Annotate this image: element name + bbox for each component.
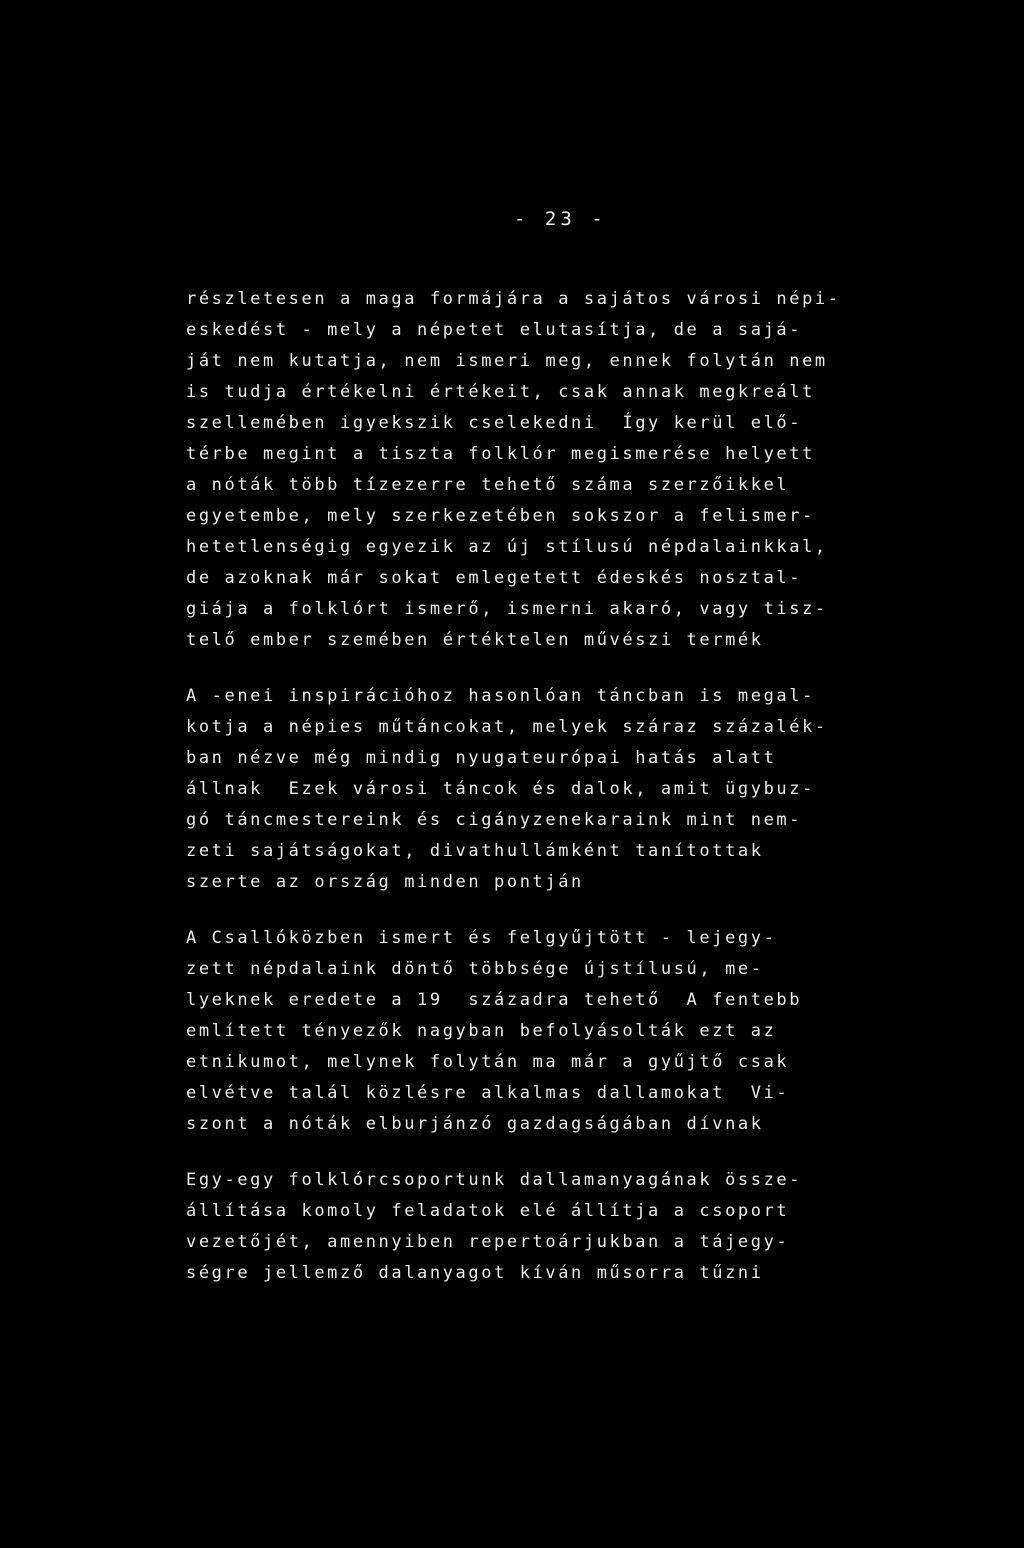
text-line: állnak Ezek városi táncok és dalok, amit ügybuz-: [186, 779, 815, 799]
text-line: zett népdalaink döntő többsége újstílusú, me-: [186, 959, 764, 979]
text-line: etnikumot, melynek folytán ma már a gyűjtő csak: [186, 1052, 790, 1072]
text-line: is tudja értékelni értékeit, csak annak megkreált: [186, 382, 815, 402]
text-line: eskedést - mely a népetet elutasítja, de a sajá-: [186, 320, 803, 340]
paragraph-gap: [186, 898, 866, 923]
paragraph-3: [186, 923, 866, 1140]
text-line: de azoknak már sokat emlegetett édeskés nosztal-: [186, 568, 803, 588]
text-line: lyeknek eredete a 19 századra tehető A fentebb: [186, 990, 803, 1010]
text-line: gó táncmestereink és cigányzenekaraink mint nem-: [186, 810, 803, 830]
paragraph-4: [186, 1165, 866, 1289]
paragraph-2: [186, 681, 866, 898]
text-line: említett tényezők nagyban befolyásolták ezt az: [186, 1021, 777, 1041]
text-line: ban nézve még mindig nyugateurópai hatás alatt: [186, 748, 777, 768]
paragraph-gap: [186, 1140, 866, 1165]
paragraph-1: [186, 284, 866, 656]
text-line: vezetőjét, amennyiben repertoárjukban a tájegy-: [186, 1232, 790, 1252]
text-line: ját nem kutatja, nem ismeri meg, ennek folytán nem: [186, 351, 828, 371]
text-line: telő ember szemében értéktelen művészi termék: [186, 630, 764, 650]
text-line: térbe megint a tiszta folklór megismerése helyett: [186, 444, 815, 464]
text-line: a nóták több tízezerre tehető száma szerzőikkel: [186, 475, 790, 495]
text-line: A Csallóközben ismert és felgyűjtött - lejegy-: [186, 928, 777, 948]
text-line: elvétve talál közlésre alkalmas dallamokat Vi-: [186, 1083, 790, 1103]
text-line: egyetembe, mely szerkezetében sokszor a felismer-: [186, 506, 815, 526]
text-line: hetetlenségig egyezik az új stílusú népdalainkkal,: [186, 537, 828, 557]
text-line: zeti sajátságokat, divathullámként tanítottak: [186, 841, 764, 861]
text-line: Egy-egy folklórcsoportunk dallamanyagának össze-: [186, 1170, 803, 1190]
text-line: szont a nóták elburjánzó gazdagságában dívnak: [186, 1114, 764, 1134]
text-line: kotja a népies műtáncokat, melyek száraz százalék-: [186, 717, 828, 737]
text-line: állítása komoly feladatok elé állítja a csoport: [186, 1201, 790, 1221]
text-line: ségre jellemző dalanyagot kíván műsorra tűzni: [186, 1263, 764, 1283]
text-line: szerte az ország minden pontján: [186, 872, 584, 892]
text-line: A -enei inspirációhoz hasonlóan táncban is megal-: [186, 686, 815, 706]
page-number: - 23 -: [514, 208, 607, 230]
text-line: részletesen a maga formájára a sajátos városi népi-: [186, 289, 841, 309]
text-line: szellemében igyekszik cselekedni Így kerül elő-: [186, 413, 803, 433]
text-line: giája a folklórt ismerő, ismerni akaró, vagy tisz-: [186, 599, 828, 619]
paragraph-gap: [186, 656, 866, 681]
text-body: [186, 284, 866, 1289]
